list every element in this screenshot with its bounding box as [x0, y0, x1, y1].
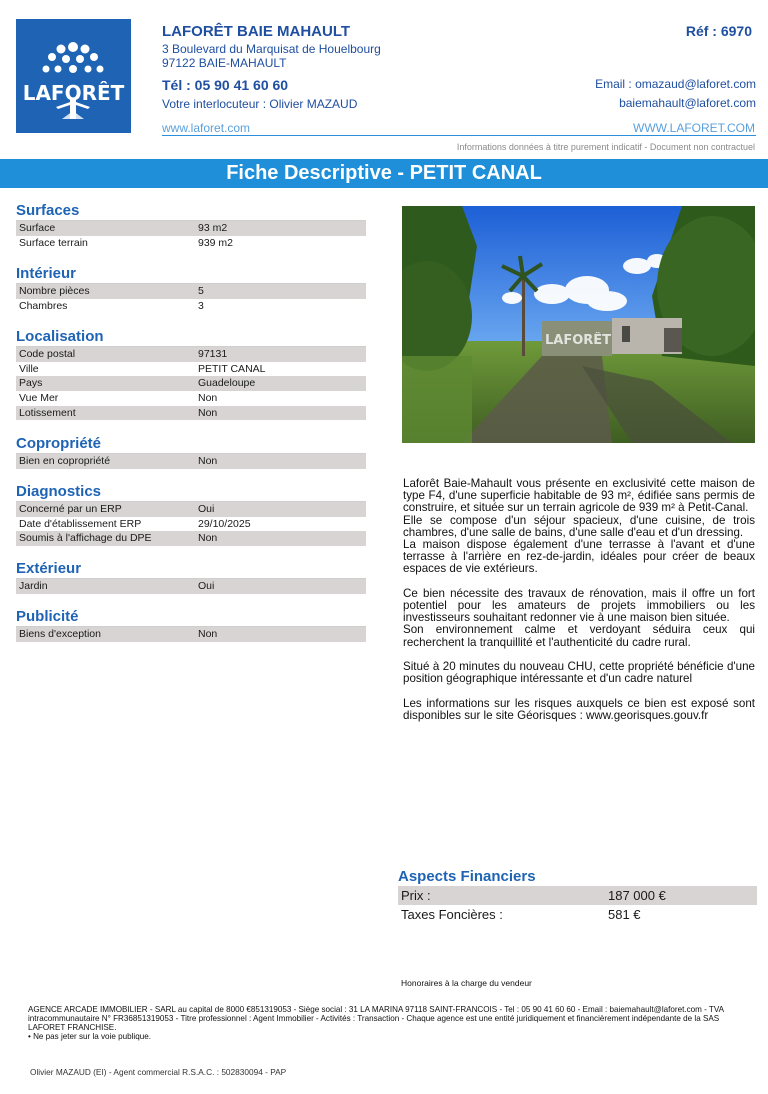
legal-text-2: • Ne pas jeter sur la voie publique. — [28, 1031, 151, 1041]
section-copropriete — [16, 435, 366, 469]
section-title: Localisation — [16, 328, 104, 345]
agent-info: Olivier MAZAUD (EI) - Agent commercial R.S.A.C. : 502830094 - PAP — [30, 1067, 287, 1077]
table-row: Nombre pièces 5 — [16, 284, 366, 299]
agency-address-line1: 3 Boulevard du Marquisat de Houelbourg — [162, 42, 381, 56]
desc-paragraph: Son environnement calme et verdoyant séduira ceux qui recherchent la tranquillité et l'authenticité du cadre rural. — [403, 623, 755, 649]
desc-paragraph: Les informations sur les risques auxquels ce bien est exposé sont disponibles sur le site Géorisques : www.georisques.gouv.fr — [403, 696, 755, 722]
table-row: Code postal 97131 — [16, 347, 366, 362]
table-row: Surface 93 m2 — [16, 221, 366, 236]
fees-note: Honoraires à la charge du vendeur — [401, 978, 532, 988]
table-row: Soumis à l'affichage du DPE Non — [16, 531, 366, 546]
desc-paragraph: Laforêt Baie-Mahault vous présente en exclusivité cette maison de type F4, d'une superficie habitable de 93 m², édifiée sans permis de construire, et située sur un terrain agricole de 939 m² à Petit-Canal. — [403, 477, 755, 515]
table-row: Prix : 187 000 € — [398, 886, 757, 905]
listing-reference: Réf : 6970 — [685, 23, 752, 39]
website-link-right[interactable]: WWW.LAFORET.COM — [633, 121, 755, 135]
website-link-left[interactable]: www.laforet.com — [162, 121, 251, 135]
desc-paragraph: Elle se compose d'un séjour spacieux, d'une cuisine, de trois chambres, d'une salle de bains, d'une salle d'eau et d'un dressing. — [403, 513, 755, 539]
section-title: Intérieur — [16, 265, 77, 282]
section-title: Surfaces — [16, 202, 80, 219]
section-diagnostics — [16, 483, 366, 546]
section-publicite — [16, 608, 366, 642]
table-row: Vue Mer Non — [19, 392, 218, 405]
page-title: Fiche Descriptive - PETIT CANAL — [226, 162, 542, 184]
section-interieur — [16, 265, 366, 313]
section-title: Extérieur — [16, 560, 82, 577]
table-row: Lotissement Non — [16, 406, 366, 421]
logo-wordmark: LAFORÊT — [22, 81, 125, 105]
desc-paragraph: La maison dispose également d'une terrasse à l'avant et d'une terrasse à l'arrière en rez-de-jardin, idéales pour créer de beaux espaces de vie extérieurs. — [403, 538, 755, 576]
table-row: Ville PETIT CANAL — [19, 362, 266, 375]
disclaimer: Informations données à titre purement indicatif - Document non contractuel — [456, 142, 755, 152]
contact-email[interactable]: Email : omazaud@laforet.com — [595, 77, 756, 91]
table-row: Date d'établissement ERP 29/10/2025 — [19, 517, 251, 530]
agency-logo — [16, 19, 131, 133]
section-surfaces — [16, 202, 366, 250]
section-localisation — [16, 328, 366, 420]
header-divider — [162, 135, 756, 136]
table-row: Surface terrain 939 m2 — [19, 236, 234, 249]
section-title: Diagnostics — [16, 483, 102, 500]
table-row: Jardin Oui — [16, 579, 366, 594]
table-row: Pays Guadeloupe — [16, 376, 366, 391]
table-row: Bien en copropriété Non — [16, 454, 366, 469]
agency-name: LAFORÊT BAIE MAHAULT — [162, 23, 351, 40]
agency-address-line2: 97122 BAIE-MAHAULT — [162, 56, 287, 70]
agency-email[interactable]: baiemahault@laforet.com — [619, 96, 756, 110]
property-photo — [402, 206, 755, 443]
section-exterieur — [16, 560, 366, 594]
finance-table — [398, 886, 757, 924]
table-row: Concerné par un ERP Oui — [16, 502, 366, 517]
table-row: Biens d'exception Non — [16, 627, 366, 642]
table-row: Taxes Foncières : 581 € — [401, 907, 641, 922]
agency-phone[interactable]: Tél : 05 90 41 60 60 — [162, 77, 289, 93]
section-title: Copropriété — [16, 435, 102, 452]
property-description — [403, 478, 755, 722]
desc-paragraph: Situé à 20 minutes du nouveau CHU, cette propriété bénéficie d'une position géographique intéressante et d'un cadre naturel — [403, 660, 755, 686]
table-row: Chambres 3 — [19, 299, 204, 312]
legal-text: AGENCE ARCADE IMMOBILIER - SARL au capital de 8000 €851319053 - Siège social : 31 LA MARINA 97118 SAINT-FRANCOIS - Tel : 05 90 41 60 60 - Email : baiemahault@laforet.com - TVA intracommunautaire N° FR36851319053 - Titre professionnel : Agent Immobilier - Activités : Transaction - Chaque agence est une entité juridiquement et financièrement indépendante de la SAS LAFORET FRANCHISE. — [28, 1005, 724, 1032]
legal-notice — [28, 1006, 743, 1042]
desc-paragraph: Ce bien nécessite des travaux de rénovation, mais il offre un fort potentiel pour les amateurs de projets immobiliers ou les investisseurs souhaitant redonner vie à une maison bien située. — [403, 586, 755, 625]
photo-watermark: LAFORÊT — [544, 333, 612, 348]
section-title: Publicité — [16, 608, 79, 625]
agency-contact-person: Votre interlocuteur : Olivier MAZAUD — [162, 97, 358, 111]
tree-logo-icon — [16, 19, 131, 133]
finance-title: Aspects Financiers — [398, 868, 536, 885]
